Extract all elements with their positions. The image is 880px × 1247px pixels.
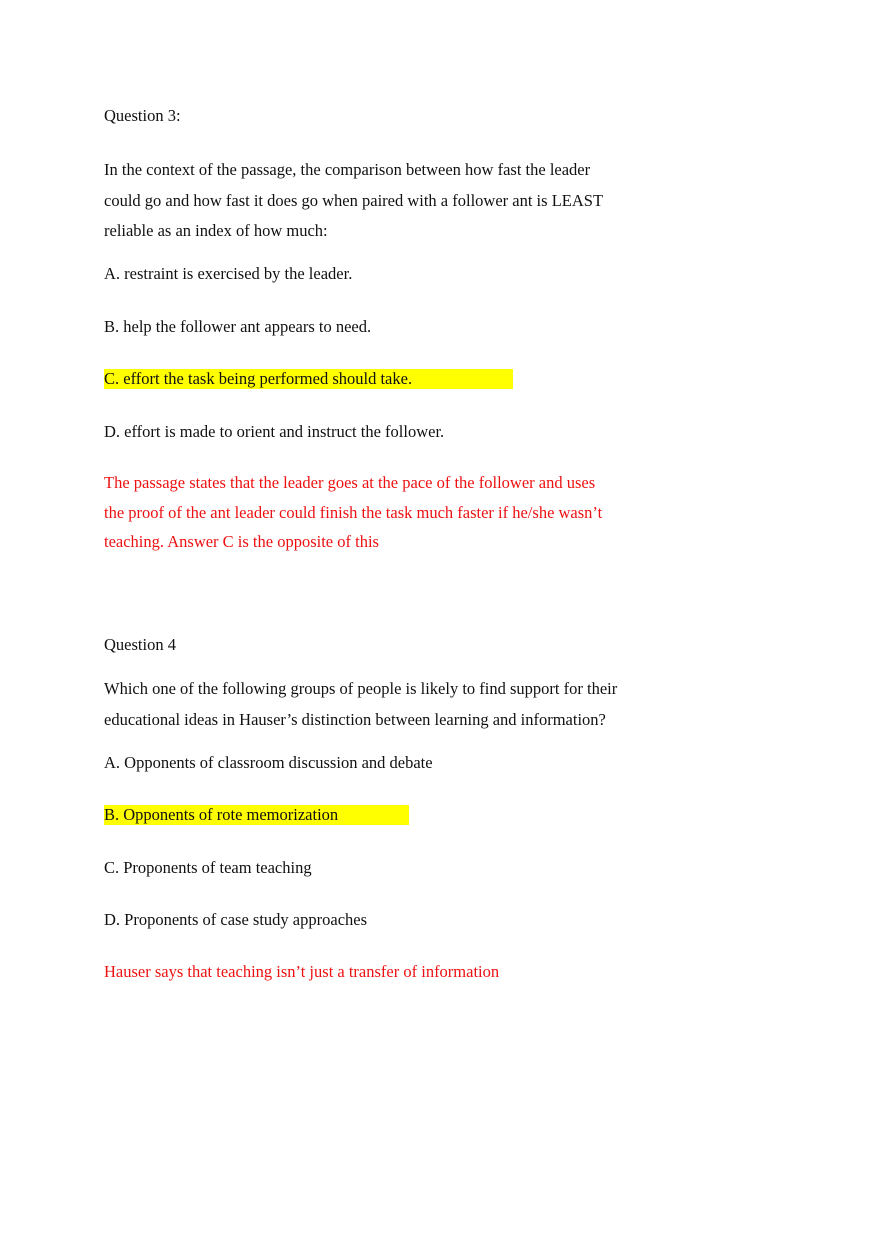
question-3-explanation-line-1: The passage states that the leader goes at the pace of the follower and uses [104, 473, 596, 492]
question-3-option-d: D. effort is made to orient and instruct the follower. [104, 422, 445, 441]
question-3-option-c-highlighted [104, 369, 513, 389]
question-3-heading: Question 3: [104, 106, 181, 125]
question-3-option-c: C. effort the task being performed should take. [104, 369, 513, 389]
question-3-stem-line-1: In the context of the passage, the comparison between how fast the leader [104, 160, 591, 179]
question-4-stem-line-1: Which one of the following groups of people is likely to find support for their [104, 679, 618, 698]
question-4-option-d: D. Proponents of case study approaches [104, 910, 368, 929]
question-4-option-a: A. Opponents of classroom discussion and debate [104, 753, 433, 772]
question-3-stem-line-3: reliable as an index of how much: [104, 221, 328, 240]
question-3-option-b: B. help the follower ant appears to need. [104, 317, 372, 336]
question-4-heading: Question 4 [104, 635, 176, 654]
question-3-stem-line-2: could go and how fast it does go when paired with a follower ant is LEAST [104, 191, 604, 210]
question-4-explanation: Hauser says that teaching isn’t just a transfer of information [104, 962, 500, 981]
question-4-option-b: B. Opponents of rote memorization [104, 805, 409, 825]
question-3-option-a: A. restraint is exercised by the leader. [104, 264, 353, 283]
question-4-option-c: C. Proponents of team teaching [104, 858, 312, 877]
question-4-stem-line-2: educational ideas in Hauser’s distinction between learning and information? [104, 710, 606, 729]
question-3-explanation-line-3: teaching. Answer C is the opposite of this [104, 532, 379, 551]
question-3-explanation-line-2: the proof of the ant leader could finish the task much faster if he/she wasn’t [104, 503, 603, 522]
question-4-option-b-highlighted [104, 805, 409, 825]
